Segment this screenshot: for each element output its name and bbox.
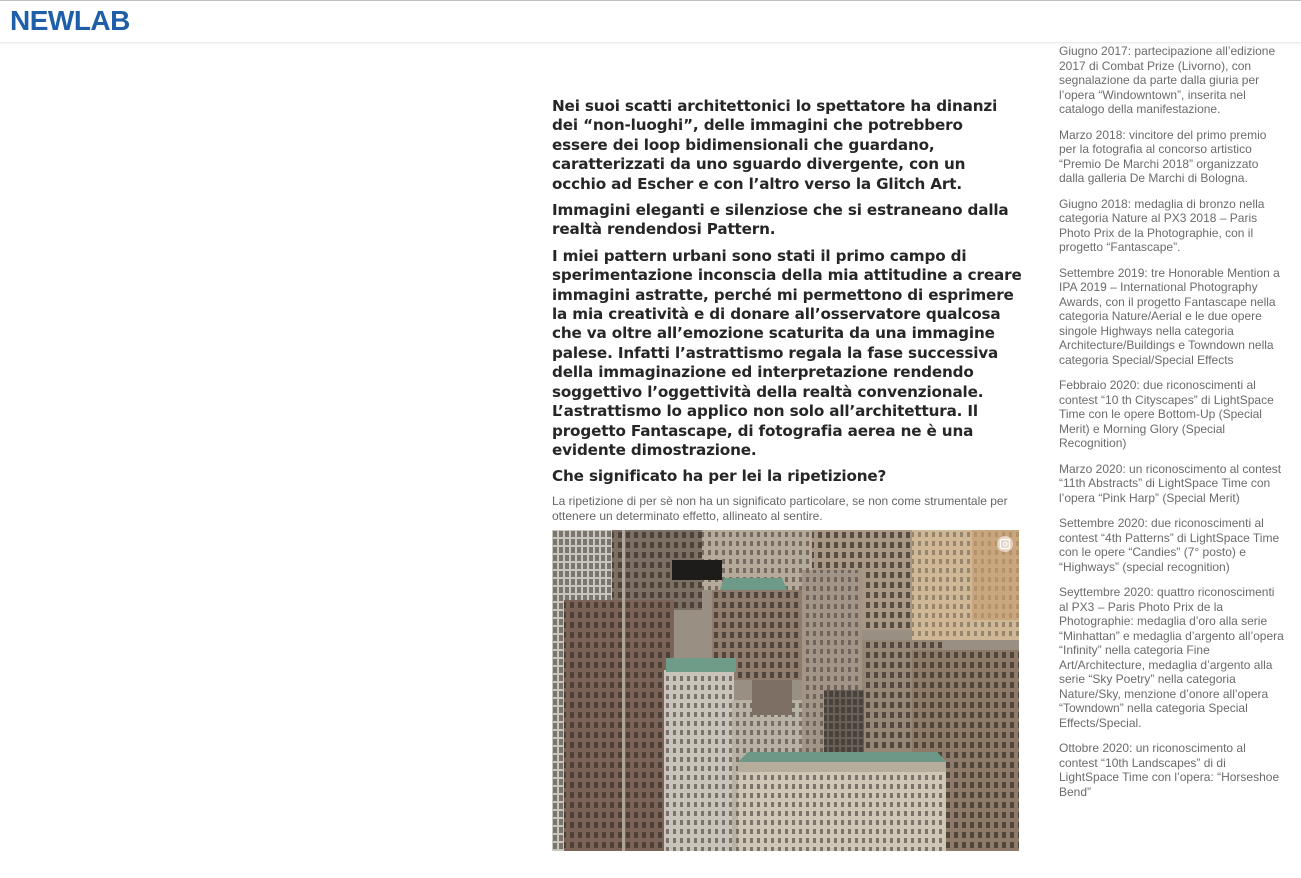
- article-paragraph: Nei suoi scatti architettonici lo spettatore ha dinanzi dei “non-luoghi”, delle immagini che potrebbero essere dei loop bidimensionali che guardano, caratterizzati da uno sguardo divergente, con un occhio ad Escher e con l’altro verso la Glitch Art.: [552, 97, 998, 193]
- site-header: [0, 0, 1301, 43]
- award-entry: Settembre 2019: tre Honorable Mention a IPA 2019 – International Photography Awards, con il progetto Fantascape nella categoria Nature/Aerial e le due opere singole Highways nella categoria Architecture/Buildings e Towndown nella categoria Special/Special Effects: [1059, 265, 1280, 367]
- architecture-photo-illustration: [552, 530, 1019, 851]
- award-entry: Marzo 2018: vincitore del primo premio per la fotografia al concorso artistico “Premio De Marchi 2018” organizzato dalla galleria De Marchi di Bologna.: [1059, 127, 1267, 185]
- award-entry: Giugno 2018: medaglia di bronzo nella categoria Nature al PX3 2018 – Paris Photo Prix de la Photographie, con il progetto “Fantascape”.: [1059, 196, 1265, 254]
- architecture-photo[interactable]: [552, 530, 1019, 851]
- award-entry: Settembre 2020: due riconoscimenti al contest “4th Patterns” di LightSpace Time con le opere “Candies” (7° posto) e “Highways” (special recognition): [1059, 516, 1280, 574]
- expand-icon[interactable]: [997, 536, 1013, 552]
- site-logo[interactable]: NEWLAB: [10, 5, 130, 36]
- expand-icon-glyph: [999, 538, 1011, 550]
- interview-answer: La ripetizione di per sè non ha un significato particolare, se non come strumentale per ottenere un determinato effetto, allineato al sentire.: [552, 493, 1008, 523]
- award-entry: Marzo 2020: un riconoscimento al contest “11th Abstracts” di LightSpace Time con l’opera “Pink Harp” (Special Merit): [1059, 461, 1282, 505]
- awards-sidebar: [1059, 44, 1284, 810]
- award-entry: Giugno 2017: partecipazione all’edizione 2017 di Combat Prize (Livorno), con segnalazione da parte dalla giuria per l’opera “Windowntown”, inserita nel catalogo della manifestazione.: [1059, 44, 1276, 116]
- award-entry: Ottobre 2020: un riconoscimento al contest “10th Landscapes” di di LightSpace Time con l’opera: “Horseshoe Bend”: [1059, 741, 1280, 799]
- article-paragraph: Immagini eleganti e silenziose che si estraneano dalla realtà rendendosi Pattern.: [552, 201, 1009, 239]
- award-entry: Seyttembre 2020: quattro riconoscimenti al PX3 – Paris Photo Prix de la Photographie: medaglia d’oro alla serie “Minhattan” e medaglia d’argento all’opera “Infinity” nella categoria Fine Art/Architecture, medaglia d’argento alla serie “Sky Poetry” nella categoria Nature/Sky, menzione d’onore all’opera “Towndown” nella categoria Special Effects/Special.: [1059, 585, 1284, 730]
- interview-question: Che significato ha per lei la ripetizione?: [552, 467, 887, 486]
- award-entry: Febbraio 2020: due riconoscimenti al contest “10 th Cityscapes” di LightSpace Time con le opere Bottom-Up (Special Merit) e Morning Glory (Special Recognition): [1059, 378, 1274, 450]
- article-paragraph: I miei pattern urbani sono stati il primo campo di sperimentazione inconscia della mia attitudine a creare immagini astratte, perché mi permettono di esprimere la mia creatività e di donare all’osservatore qualcosa che va oltre all’emozione scaturita da una immagine palese. Infatti l’astrattismo regala la fase successiva della immaginazione ed interpretazione rendendo soggettivo l’oggettività della realtà convenzionale. L’astrattismo lo applico non solo all’architettura. Il progetto Fantascape, di fotografia aerea ne è una evidente dimostrazione.: [552, 246, 1022, 459]
- article-body: [552, 97, 1022, 524]
